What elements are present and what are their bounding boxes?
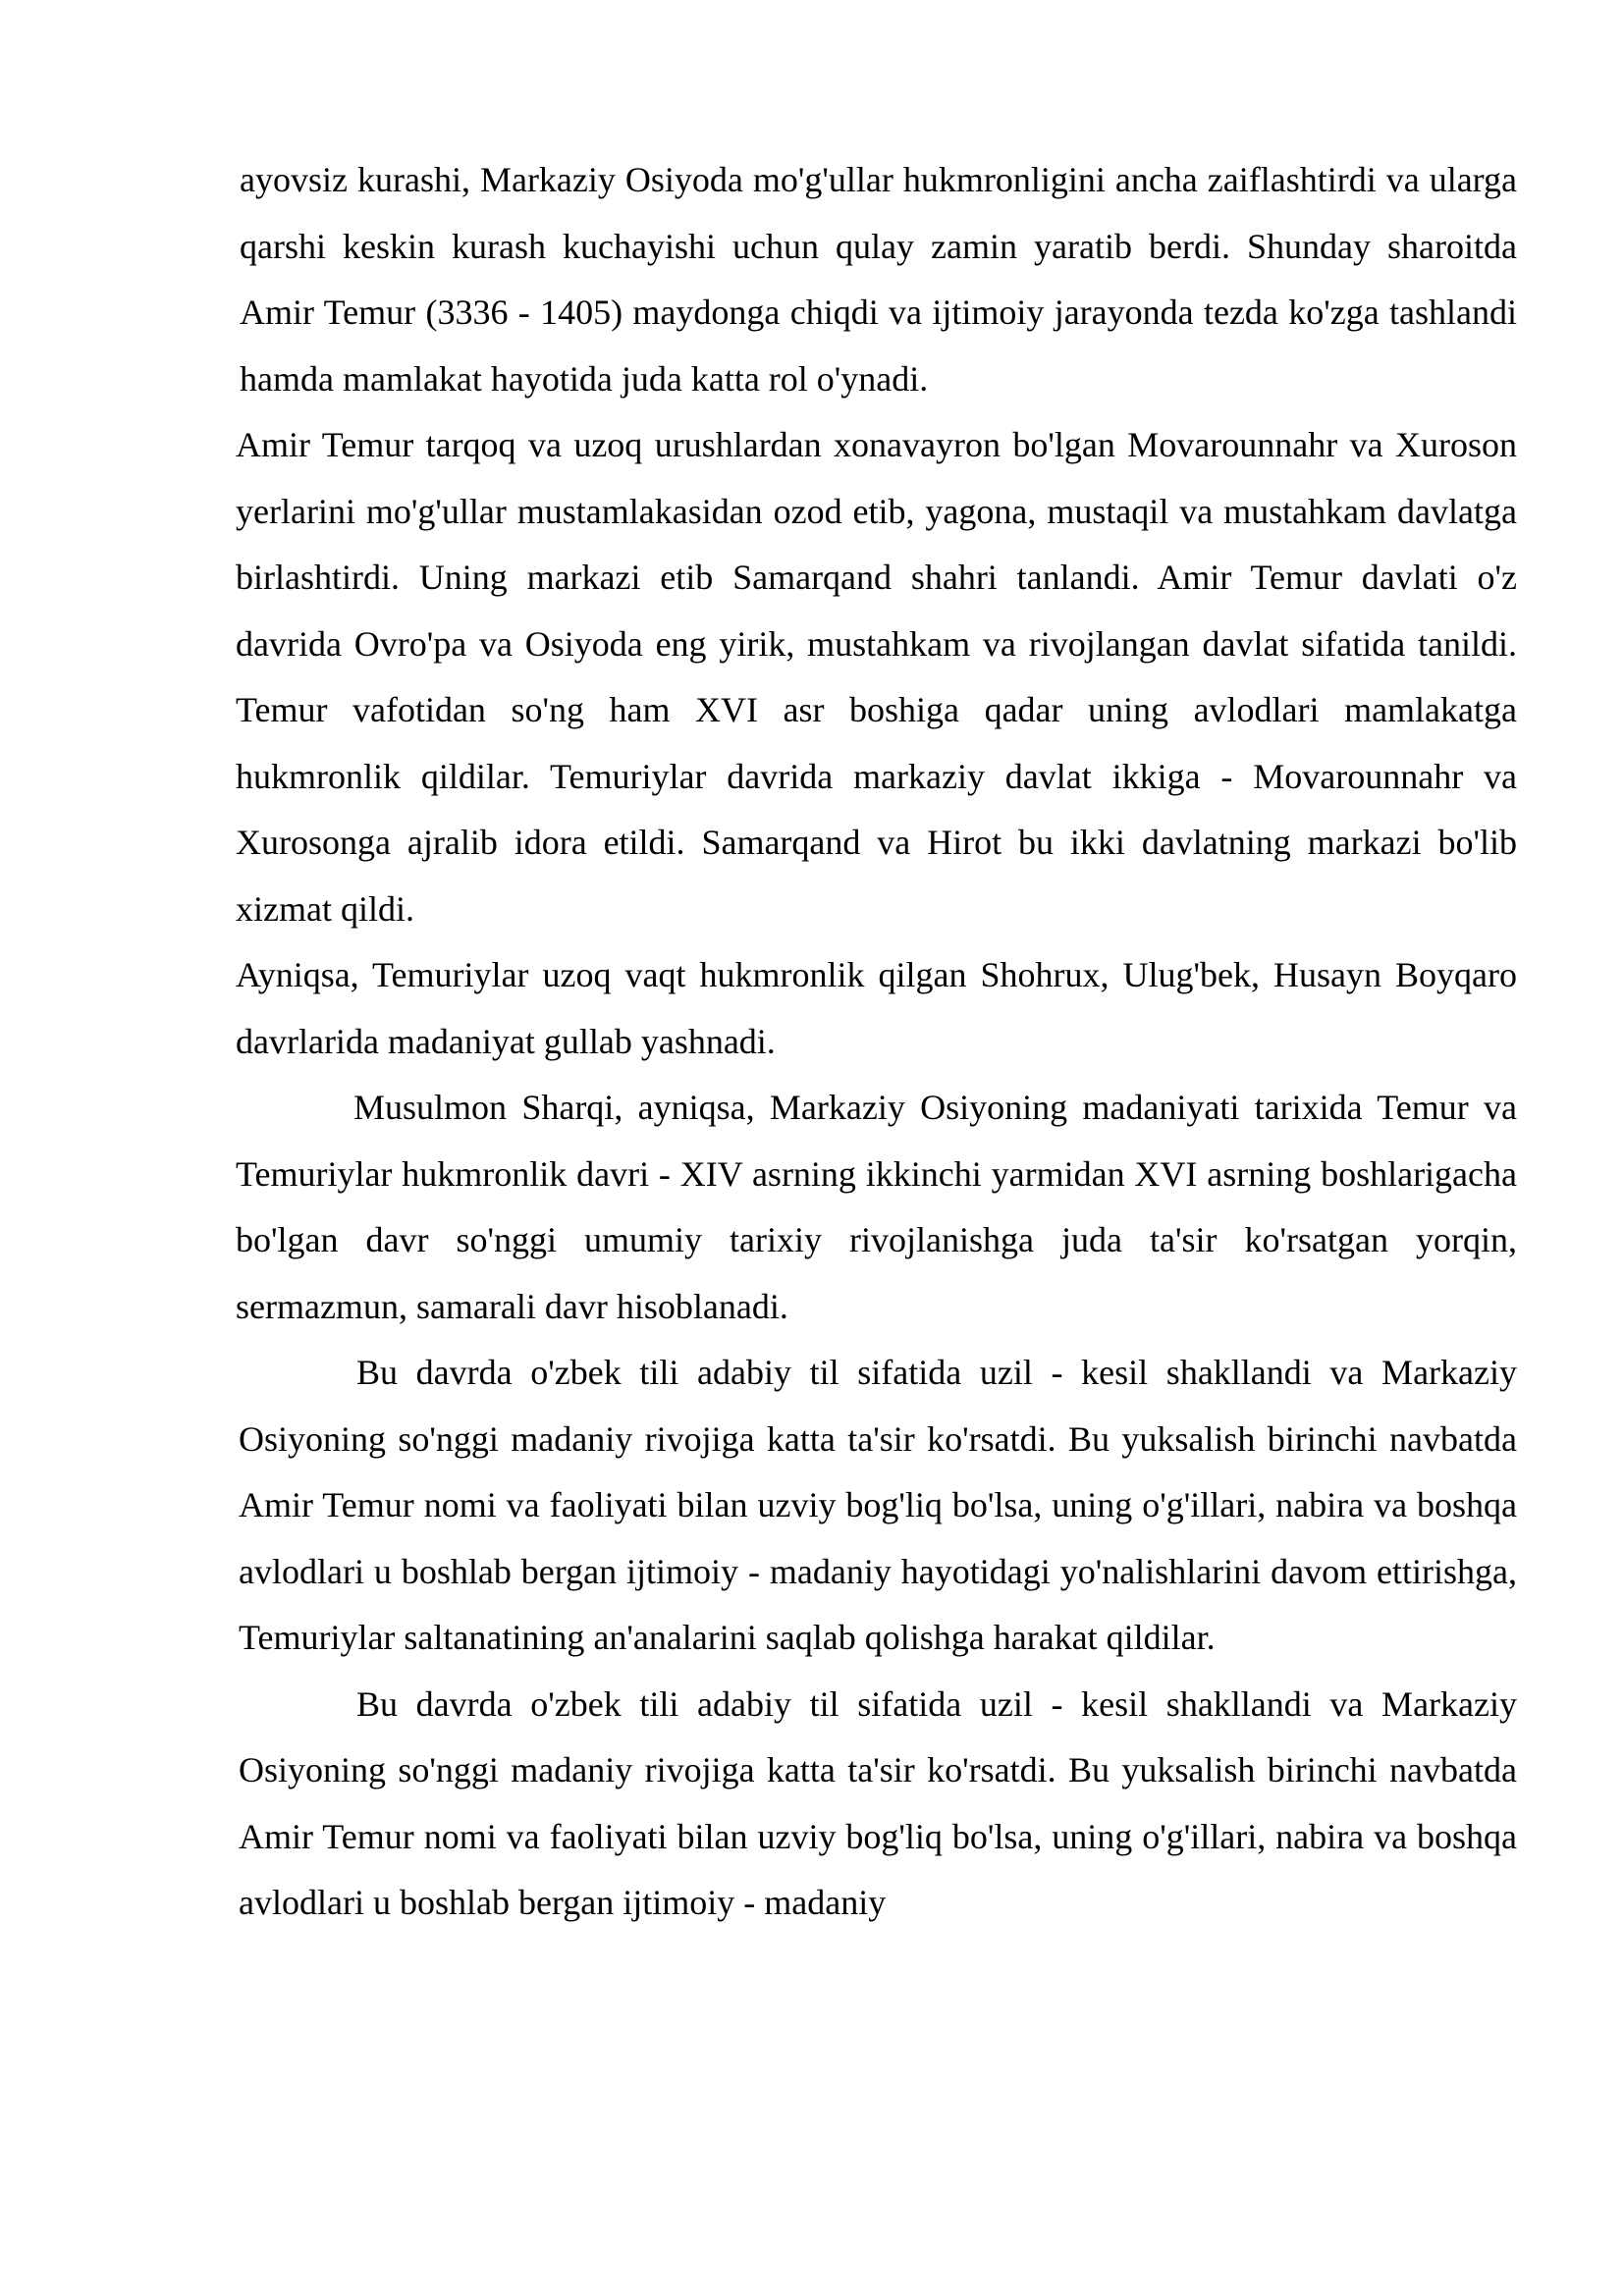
- paragraph-3: Ayniqsa, Temuriylar uzoq vaqt hukmronlik qilgan Shohrux, Ulug'bek, Husayn Boyqaro davrlarida madaniyat gullab yashnadi.: [236, 955, 1517, 1061]
- document-page: [236, 147, 1517, 1937]
- paragraph-1: ayovsiz kurashi, Markaziy Osiyoda mo'g'ullar hukmronligini ancha zaiflashtirdi va ularga qarshi keskin kurash kuchayishi uchun qulay zamin yaratib berdi. Shunday sharoitda Amir Temur (3336 - 1405) maydonga chiqdi va ijtimoiy jarayonda tezda ko'zga tashlandi hamda mamlakat hayotida juda katta rol o'ynadi.: [240, 160, 1517, 399]
- paragraph-6: Bu davrda o'zbek tili adabiy til sifatida uzil - kesil shakllandi va Markaziy Osiyoning so'nggi madaniy rivojiga katta ta'sir ko'rsatdi. Bu yuksalish birinchi navbatda Amir Temur nomi va faoliyati bilan uzviy bog'liq bo'lsa, uning o'g'illari, nabira va boshqa avlodlari u boshlab bergan ijtimoiy - madaniy: [239, 1683, 1517, 1922]
- paragraph-2: Amir Temur tarqoq va uzoq urushlardan xonavayron bo'lgan Movarounnahr va Xuroson yerlarini mo'g'ullar mustamlakasidan ozod etib, yagona, mustaqil va mustahkam davlatga birlashtirdi. Uning markazi etib Samarqand shahri tanlandi. Amir Temur davlati o'z davrida Ovro'pa va Osiyoda eng yirik, mustahkam va rivojlangan davlat sifatida tanildi. Temur vafotidan so'ng ham XVI asr boshiga qadar uning avlodlari mamlakatga hukmronlik qildilar. Temuriylar davrida markaziy davlat ikkiga - Movarounnahr va Xurosonga ajralib idora etildi. Samarqand va Hirot bu ikki davlatning markazi bo'lib xizmat qildi.: [236, 425, 1517, 929]
- paragraph-5: Bu davrda o'zbek tili adabiy til sifatida uzil - kesil shakllandi va Markaziy Osiyoning so'nggi madaniy rivojiga katta ta'sir ko'rsatdi. Bu yuksalish birinchi navbatda Amir Temur nomi va faoliyati bilan uzviy bog'liq bo'lsa, uning o'g'illari, nabira va boshqa avlodlari u boshlab bergan ijtimoiy - madaniy hayotidagi yo'nalishlarini davom ettirishga, Temuriylar saltanatining an'analarini saqlab qolishga harakat qildilar.: [239, 1353, 1517, 1657]
- paragraph-4: Musulmon Sharqi, ayniqsa, Markaziy Osiyoning madaniyati tarixida Temur va Temuriylar hukmronlik davri - XIV asrning ikkinchi yarmidan XVI asrning boshlarigacha bo'lgan davr so'nggi umumiy tarixiy rivojlanishga juda ta'sir ko'rsatgan yorqin, sermazmun, samarali davr hisoblanadi.: [236, 1088, 1517, 1326]
